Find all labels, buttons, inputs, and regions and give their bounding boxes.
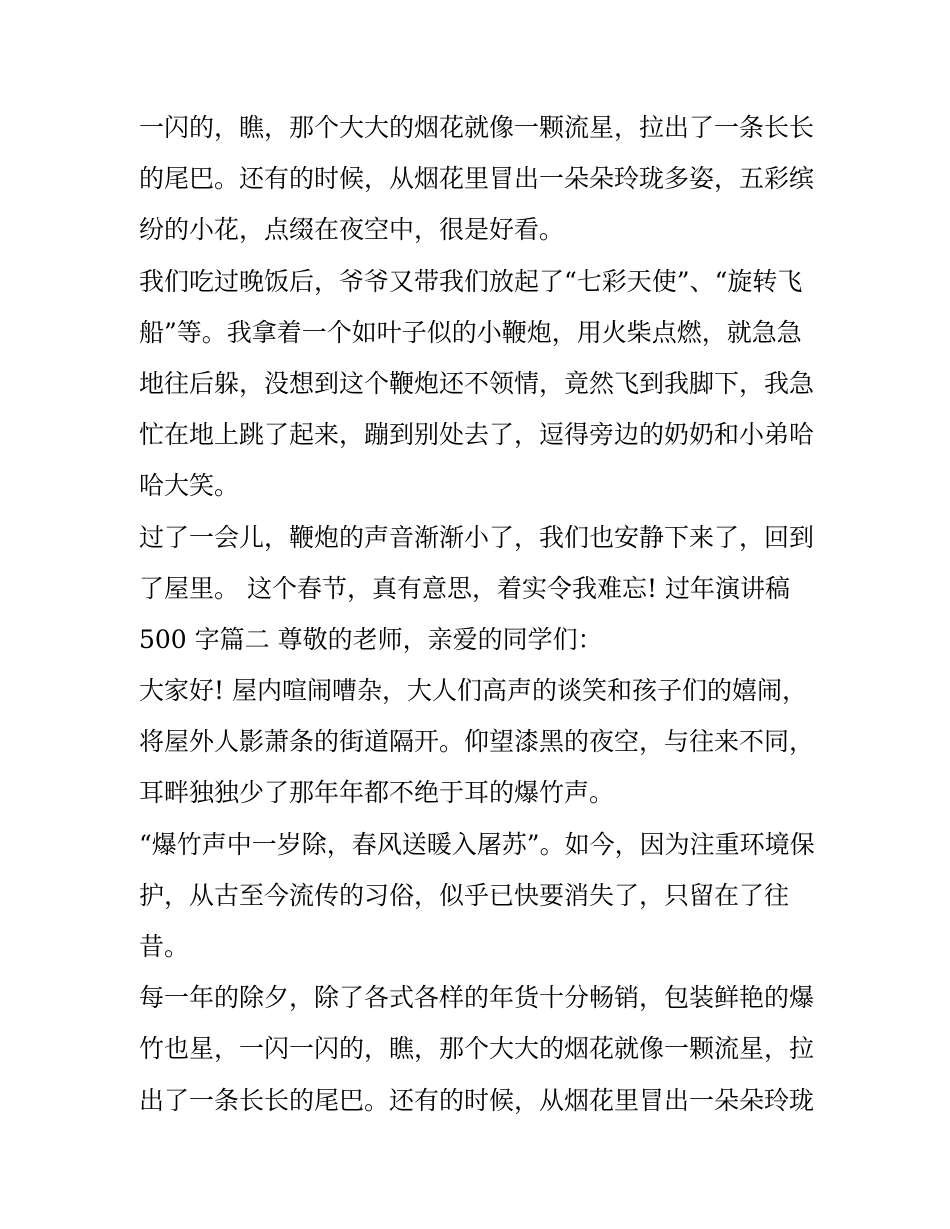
text-line: 耳畔独独少了那年年都不绝于耳的爆竹声。 xyxy=(139,778,615,808)
paragraph-6 xyxy=(139,972,818,1126)
text-line: 了屋里。 这个春节，真有意思，着实令我难忘! 过年演讲稿 xyxy=(139,573,790,603)
text-line: 过了一会儿，鞭炮的声音渐渐小了，我们也安静下来了，回到 xyxy=(139,522,815,552)
text-line: 每一年的除夕，除了各式各样的年货十分畅销，包装鲜艳的爆 xyxy=(139,983,815,1013)
text-line: 500 字篇二 尊敬的老师，亲爱的同学们： xyxy=(139,624,603,654)
text-line: 护，从古至今流传的习俗，似乎已快要消失了，只留在了往 xyxy=(139,880,790,910)
text-line: 忙在地上跳了起来，蹦到别处去了，逗得旁边的奶奶和小弟哈 xyxy=(139,420,815,450)
text-line: 将屋外人影萧条的街道隔开。仰望漆黑的夜空，与往来不同， xyxy=(139,727,815,757)
text-line: 纷的小花，点缀在夜空中，很是好看。 xyxy=(139,215,565,245)
text-line: 船”等。我拿着一个如叶子似的小鞭炮，用火柴点燃，就急急 xyxy=(139,317,802,347)
paragraph-3 xyxy=(139,512,818,666)
text-line: 哈大笑。 xyxy=(139,471,240,501)
text-line: 昔。 xyxy=(139,932,190,961)
text-line: “爆竹声中一岁除，春风送暖入屠苏”。如今，因为注重环境保 xyxy=(139,829,815,859)
paragraph-2 xyxy=(139,256,818,512)
text-line: 大家好! 屋内喧闹嘈杂，大人们高声的谈笑和孩子们的嬉闹， xyxy=(139,676,807,706)
paragraph-4 xyxy=(139,665,818,819)
paragraph-5 xyxy=(139,819,818,973)
text-line: 一闪的，瞧，那个大大的烟花就像一颗流星，拉出了一条长长 xyxy=(139,113,815,142)
text-line: 地往后躲，没想到这个鞭炮还不领情，竟然飞到我脚下，我急 xyxy=(139,368,815,398)
paragraph-1 xyxy=(139,102,818,256)
text-line: 出了一条长长的尾巴。还有的时候，从烟花里冒出一朵朵玲珑 xyxy=(139,1085,815,1115)
text-line: 的尾巴。还有的时候，从烟花里冒出一朵朵玲珑多姿，五彩缤 xyxy=(139,164,815,194)
text-line: 竹也星，一闪一闪的，瞧，那个大大的烟花就像一颗流星，拉 xyxy=(139,1034,815,1064)
text-line: 我们吃过晚饭后，爷爷又带我们放起了“七彩天使”、“旋转飞 xyxy=(139,266,803,296)
